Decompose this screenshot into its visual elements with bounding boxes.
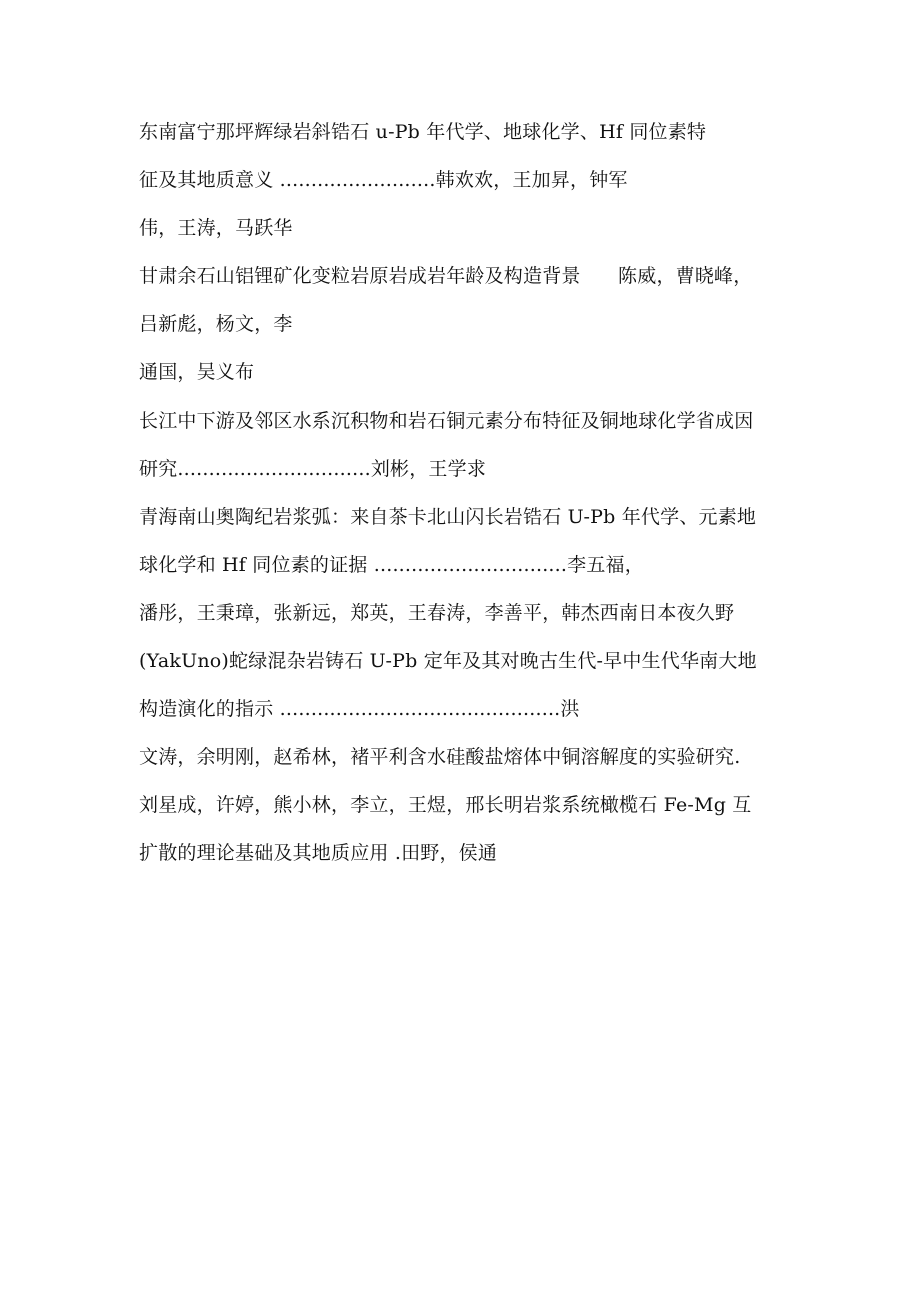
text-line-7: 长江中下游及邻区水系沉积物和岩石铜元素分布特征及铜地球化学省成因 — [139, 409, 754, 432]
text-line-16: 扩散的理论基础及其地质应用 .田野，侯通 — [139, 842, 498, 865]
text-line-2: 征及其地质意义 .........................韩欢欢，王加昇，钟军 — [139, 169, 628, 192]
text-line-10: 球化学和 Hf 同位素的证据 ...............................李五福， — [139, 553, 644, 576]
reference-list — [139, 108, 789, 878]
text-line-11: 潘彤，王秉璋，张新远，郑英，王春涛，李善平，韩杰西南日本夜久野 — [139, 601, 735, 624]
text-line-4: 甘肃余石山铝锂矿化变粒岩原岩成岩年龄及构造背景 陈威，曹晓峰， — [139, 265, 753, 288]
text-line-12: (YakUno)蛇绿混杂岩铸石 U-Pb 定年及其对晚古生代-早中生代华南大地 — [139, 650, 757, 673]
text-line-6: 通国，吴义布 — [139, 361, 255, 384]
text-line-14: 文涛，余明刚，赵希林，褚平利含水硅酸盐熔体中铜溶解度的实验研究. — [139, 746, 741, 769]
text-line-15: 刘星成，许婷，熊小林，李立，王煜，邢长明岩浆系统橄榄石 Fe-Mg 互 — [139, 794, 752, 817]
text-line-3: 伟，王涛，马跃华 — [139, 217, 293, 240]
text-line-5: 吕新彪，杨文，李 — [139, 313, 293, 336]
text-line-1: 东南富宁那坪辉绿岩斜锆石 u-Pb 年代学、地球化学、Hf 同位素特 — [139, 121, 707, 143]
text-line-9: 青海南山奥陶纪岩浆弧：来自茶卡北山闪长岩锆石 U-Pb 年代学、元素地 — [139, 505, 757, 528]
text-line-13: 构造演化的指示 .............................................洪 — [139, 698, 580, 721]
text-line-8: 研究...............................刘彬，王学求 — [139, 457, 487, 480]
